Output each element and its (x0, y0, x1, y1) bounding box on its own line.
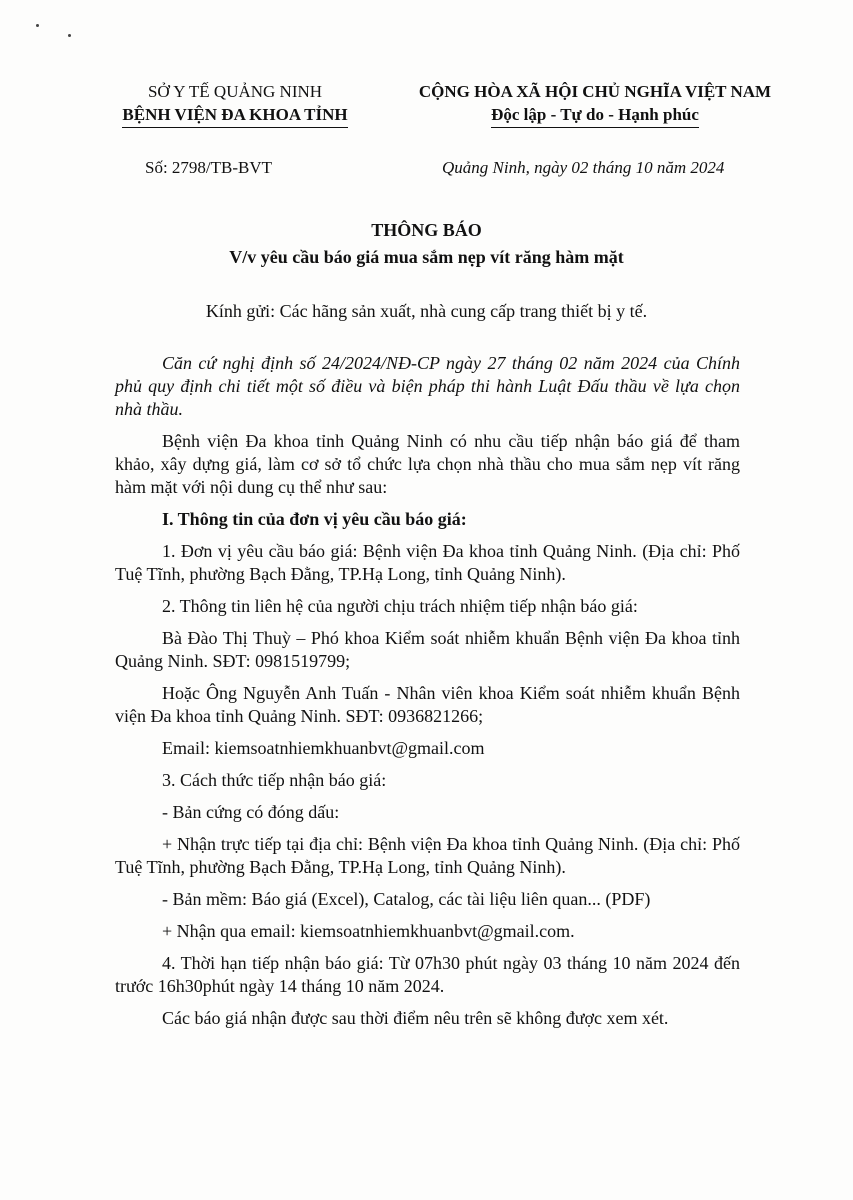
item-3-paragraph: 3. Cách thức tiếp nhận báo giá: (162, 770, 387, 790)
recipient-line: Kính gửi: Các hãng sản xuất, nhà cung cấp trang thiết bị y tế. (205, 301, 648, 321)
email-line: Email: kiemsoatnhiemkhuanbvt@gmail.com (162, 738, 485, 758)
hard-copy-line: - Bản cứng có đóng dấu: (162, 802, 340, 822)
item-1-paragraph: 1. Đơn vị yêu cầu báo giá: Bệnh viện Đa khoa tỉnh Quảng Ninh. (Địa chỉ: Phố Tuệ Tĩnh, phường Bạch Đằng, TP.Hạ Long, tỉnh Quảng Ninh). (115, 541, 740, 584)
nation-name: CỘNG HÒA XÃ HỘI CHỦ NGHĨA VIỆT NAM (418, 82, 772, 101)
org-parent: SỞ Y TẾ QUẢNG NINH (147, 82, 323, 101)
national-header-block (390, 80, 800, 128)
soft-copy-line: - Bản mềm: Báo giá (Excel), Catalog, các tài liệu liên quan... (PDF) (162, 889, 651, 909)
issuing-authority-block (100, 80, 370, 128)
hard-copy-detail: + Nhận trực tiếp tại địa chỉ: Bệnh viện Đa khoa tỉnh Quảng Ninh. (Địa chỉ: Phố Tuệ Tĩnh, phường Bạch Đằng, TP.Hạ Long, tỉnh Quảng Ninh). (115, 834, 740, 877)
scan-speck (68, 34, 71, 37)
document-body (115, 352, 740, 1039)
place-and-date: Quảng Ninh, ngày 02 tháng 10 năm 2024 (442, 158, 725, 177)
item-4-paragraph: 4. Thời hạn tiếp nhận báo giá: Từ 07h30 phút ngày 03 tháng 10 năm 2024 đến trước 16h30phút ngày 14 tháng 10 năm 2024. (115, 953, 740, 996)
national-motto: Độc lập - Tự do - Hạnh phúc (491, 103, 699, 128)
document-title: THÔNG BÁO (371, 220, 482, 240)
intro-paragraph: Bệnh viện Đa khoa tỉnh Quảng Ninh có nhu cầu tiếp nhận báo giá để tham khảo, xây dựng giá, làm cơ sở tổ chức lựa chọn nhà thầu cho mua sắm nẹp vít răng hàm mặt với nội dung cụ thể như sau: (115, 431, 740, 497)
soft-copy-detail: + Nhận qua email: kiemsoatnhiemkhuanbvt@gmail.com. (162, 921, 575, 941)
section-heading: I. Thông tin của đơn vị yêu cầu báo giá: (162, 509, 467, 529)
legal-basis-paragraph: Căn cứ nghị định số 24/2024/NĐ-CP ngày 27 tháng 02 năm 2024 của Chính phủ quy định chi tiết một số điều và biện pháp thi hành Luật Đấu thầu về lựa chọn nhà thầu. (115, 353, 740, 419)
contact-1-paragraph: Bà Đào Thị Thuỳ – Phó khoa Kiểm soát nhiễm khuẩn Bệnh viện Đa khoa tỉnh Quảng Ninh. SĐT: 0981519799; (115, 628, 740, 671)
scan-speck (36, 24, 39, 27)
org-name: BỆNH VIỆN ĐA KHOA TỈNH (122, 103, 347, 128)
contact-2-paragraph: Hoặc Ông Nguyễn Anh Tuấn - Nhân viên khoa Kiểm soát nhiễm khuẩn Bệnh viện Đa khoa tỉnh Quảng Ninh. SĐT: 0936821266; (115, 683, 740, 726)
document-number: Số: 2798/TB-BVT (145, 158, 273, 177)
item-2-paragraph: 2. Thông tin liên hệ của người chịu trách nhiệm tiếp nhận báo giá: (162, 596, 638, 616)
document-subject: V/v yêu cầu báo giá mua sắm nẹp vít răng hàm mặt (229, 247, 624, 267)
closing-paragraph: Các báo giá nhận được sau thời điểm nêu trên sẽ không được xem xét. (162, 1008, 669, 1028)
